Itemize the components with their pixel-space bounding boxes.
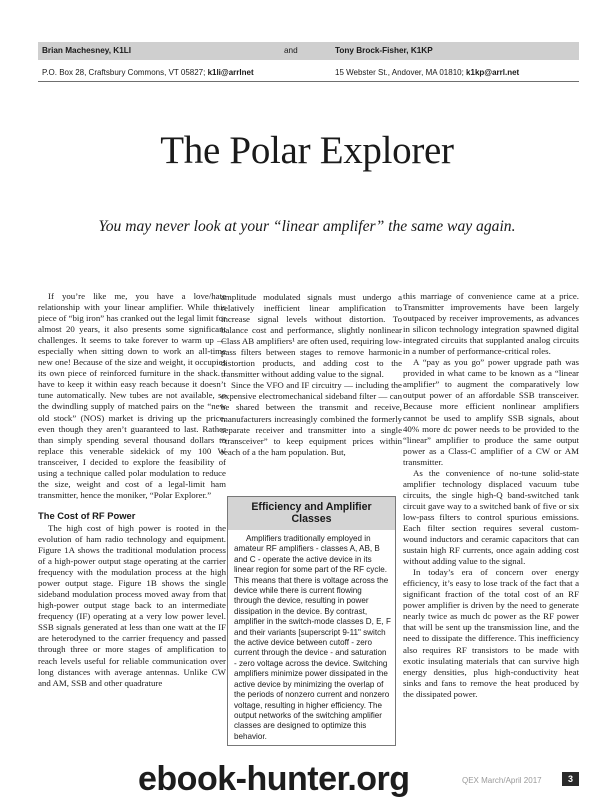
author-1: Brian Machesney, K1LI (42, 46, 132, 55)
email-1: k1li@arrlnet (207, 68, 254, 77)
sidebar-box (227, 496, 396, 746)
address-2 (335, 68, 519, 77)
email-2: k1kp@arrl.net (466, 68, 520, 77)
col2-paragraph-2: Since the VFO and IF circuitry — including the expensive electromechanical sideband filter — can be shared between the transmit and receive, manufacturers increasingly combined the formerly separate receiver and transmitter into a single “transceiver” to keep equipment prices within reach of a the ham population. But, (221, 380, 402, 457)
col1-paragraph-1: If you’re like me, you have a love/hate relationship with your linear amplifier. While this piece of “big iron” has cranked out the legal limit for almost 20 years, it also presents some significant challenges. It seems to take forever to warm up — especially when sitting down to work an all-time new one! Because of the size and weight, it occupies its own piece of reinforced furniture in the shack. I have to keep it within easy reach because it doesn’t tune automatically. New tubes are not available, so the dwindling supply of matched pairs on the “new old stock” (NOS) market is driving up the price, even though they aren’t guaranteed to last. Rather than simply spending several thousand dollars to replace this venerable sidekick of my 100 W transceiver, I decided to explore the feasibility of using a technique called polar modulation to reduce the size, weight and cost of a legal-limit ham transmitter, hence the moniker, “Polar Explorer.” (38, 291, 226, 500)
article-subtitle: You may never look at your “linear amplifer” the same way again. (98, 218, 516, 235)
column-2 (221, 292, 402, 458)
col3-paragraph-2: A “pay as you go” power upgrade path was provided in what came to be known as a “linear amplifier” to augment the comparatively low output power of an affordable SSB transceiver. Because more efficient nonlinear amplifiers cannot be used to amplify SSB signals, about 40% more dc power needs to be provided to the “linear” amplifier to produce the same output power as a Class-C amplifier of a CW or AM transmitter. (403, 357, 579, 467)
sidebar-heading: Efficiency and Amplifier Classes (228, 497, 395, 530)
page-number: 3 (562, 772, 579, 786)
col1-paragraph-2: The high cost of high power is rooted in the evolution of ham radio technology and equipment. Figure 1A shows the traditional modulation process of a high-power output stage operating at the carrier frequency with the modulation process at the high power output stage. Figure 1B shows the single sideband modulation process moved away from that high-power output stage back to an intermediate frequency (IF) operating at a very low power level. SSB signals generated at less than one watt at the IF are heterodyned to the carrier frequency and passed through three or more stages of amplification to reach levels useful for reliable communication over long distances with average antennas. Unlike CW and AM, SSB and other quadrature (38, 522, 226, 688)
address-1 (42, 68, 254, 77)
article-title: The Polar Explorer (160, 129, 454, 172)
header-rule (38, 81, 579, 82)
sidebar-body (228, 530, 395, 745)
column-3 (403, 291, 579, 700)
col3-paragraph-3: As the convenience of no-tune solid-state amplifier technology displaced vacuum tube circuits, the single high-Q band-switched tank circuit gave way to a switched bank of five or six low-pass filters to control spurious emissions. Each filter section requires several custom-wound inductors and ceramic capacitors that can sustain high RF currents, once again adding cost without adding value to the signal. (403, 467, 579, 567)
column-1 (38, 291, 226, 689)
author-and: and (284, 46, 298, 55)
author-bar (38, 42, 579, 60)
col3-paragraph-4: In today’s era of concern over energy efficiency, it’s easy to lose track of the fact that a significant fraction of the total cost of an RF power amplifier is driven by the need to generate nearly twice as much dc power as the RF power that will be sent up the transmission line, and the need to dissipate the difference. This inefficiency also requires RF transistors to be made with exotic insulating materials that can survive high energy densities, plus high-conductivity heat sinks and fans to remove the heat produced by the dissipated power. (403, 567, 579, 699)
section-heading: The Cost of RF Power (38, 509, 136, 521)
address-1-text: P.O. Box 28, Craftsbury Commons, VT 05827; (42, 68, 208, 77)
address-2-text: 15 Webster St., Andover, MA 01810; (335, 68, 467, 77)
page-folio: QEX March/April 2017 (462, 776, 542, 785)
col2-paragraph-1: amplitude modulated signals must undergo a relatively inefficient linear amplification to increase signal levels without distortion. To balance cost and performance, slightly nonlinear Class AB amplifiers¹ are often used, requiring low-pass filters between stages to remove harmonic distortion products, and adding cost to the transmitter without adding value to the signal. (221, 292, 402, 380)
watermark: ebook-hunter.org (138, 760, 410, 798)
author-2: Tony Brock-Fisher, K1KP (335, 46, 433, 55)
col3-paragraph-1: this marriage of convenience came at a price. Transmitter improvements have been largely outpaced by receiver improvements, as advances in silicon technology integration spawned digital integrated circuits that supplanted analog circuits in a number of performance-critical roles. (403, 291, 579, 357)
sidebar-paragraph: Amplifiers traditionally employed in amateur RF amplifiers - classes A, AB, B and C - operate the active device in its linear region for some part of the RF cycle. This means that there is voltage across the device while there is current flowing through the device, resulting in power dissipation in the device. By contrast, amplifier in the switch-mode classes D, E, F and their variants [superscript 9-11" switch the active device between cutoff - zero current through the device - and saturation - zero voltage across the device. Switching amplifiers minimize power dissipated in the active device by minimizing the overlap of the periods of nonzero current and nonzero voltage, resulting in higher efficiency. The output networks of the switching amplifier classes are designed to optimize this behavior. (234, 534, 391, 741)
